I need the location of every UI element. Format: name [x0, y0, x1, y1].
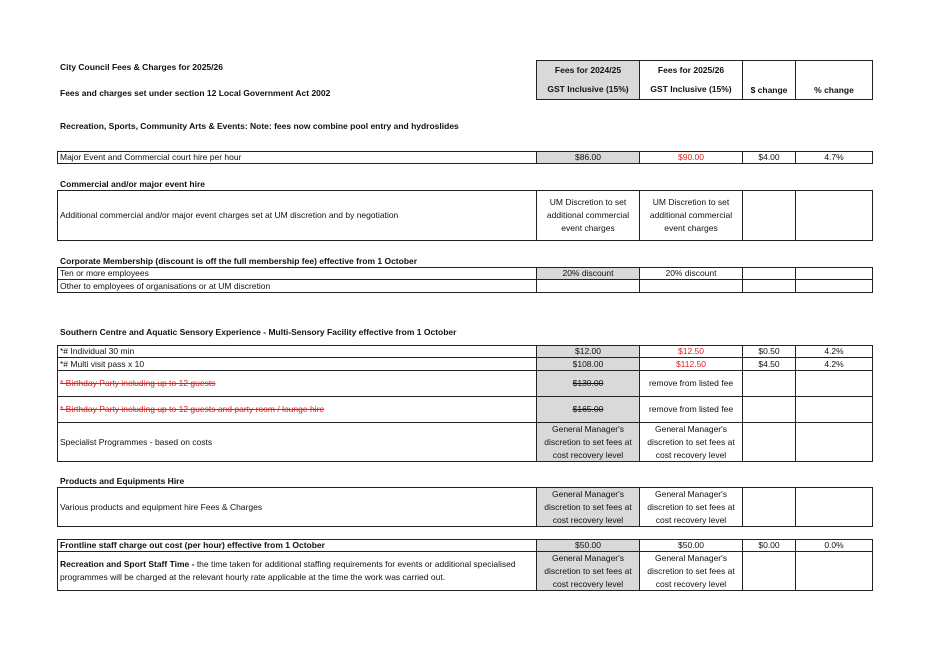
- staff-time-dollar: [742, 551, 796, 591]
- commercial-fee-2526: UM Discretion to set additional commercial event charges: [639, 190, 743, 241]
- page-title: City Council Fees & Charges for 2025/26: [60, 62, 223, 72]
- corporate-row1-fee-2425: 20% discount: [536, 267, 640, 280]
- commercial-fee-2425: UM Discretion to set additional commercial event charges: [536, 190, 640, 241]
- col-header-fees-2425: [536, 60, 640, 100]
- staff-time-fee-2526: General Manager's discretion to set fees at cost recovery level: [639, 551, 743, 591]
- southern-row2-label: *# Multi visit pass x 10: [57, 357, 537, 371]
- col-header-fees-2425-line1: Fees for 2024/25: [554, 65, 622, 75]
- southern-row2-dollar: $4.50: [742, 357, 796, 371]
- major-event-label: Major Event and Commercial court hire per hour: [57, 151, 537, 164]
- staff-time-fee-2425: General Manager's discretion to set fees at cost recovery level: [536, 551, 640, 591]
- page-subtitle: Fees and charges set under section 12 Local Government Act 2002: [60, 88, 331, 98]
- southern-row5-label: Specialist Programmes - based on costs: [57, 422, 537, 462]
- frontline-dollar-change: $0.00: [742, 539, 796, 552]
- corporate-row2-label: Other to employees of organisations or at UM discretion: [57, 279, 537, 293]
- southern-row4-fee-2526: remove from listed fee: [639, 396, 743, 423]
- southern-row5-fee-2526: General Manager's discretion to set fees at cost recovery level: [639, 422, 743, 462]
- frontline-fee-2526: $50.00: [639, 539, 743, 552]
- section-heading-recreation: Recreation, Sports, Community Arts & Events: Note: fees now combine pool entry and hydroslides: [60, 121, 459, 131]
- major-event-fee-2425: $86.00: [536, 151, 640, 164]
- frontline-fee-2425: $50.00: [536, 539, 640, 552]
- major-event-fee-2526: $90.00: [639, 151, 743, 164]
- southern-row1-pct: 4.2%: [795, 345, 873, 358]
- commercial-pct-change: [795, 190, 873, 241]
- col-header-fees-2526: [639, 60, 743, 100]
- southern-row4-label: * Birthday Party including up to 12 guests and party room / lounge hire: [57, 396, 537, 423]
- southern-row1-dollar: $0.50: [742, 345, 796, 358]
- staff-time-label: [57, 551, 537, 591]
- corporate-row2-pct: [795, 279, 873, 293]
- southern-row2-pct: 4.2%: [795, 357, 873, 371]
- southern-row4-fee-2425: $165.00: [536, 396, 640, 423]
- commercial-dollar-change: [742, 190, 796, 241]
- staff-time-label-rest: the time taken for additional staffing requirements for events or additional specialised programmes will be charged at the relevant hourly rate applicable at the time the work was carried out.: [60, 559, 516, 582]
- southern-row5-fee-2425: General Manager's discretion to set fees at cost recovery level: [536, 422, 640, 462]
- southern-row1-label: *# Individual 30 min: [57, 345, 537, 358]
- major-event-pct-change: 4.7%: [795, 151, 873, 164]
- col-header-fees-2526-line1: Fees for 2025/26: [657, 65, 725, 75]
- southern-row3-pct: [795, 370, 873, 397]
- corporate-row2-fee-2425: [536, 279, 640, 293]
- southern-row3-label: * Birthday Party including up to 12 guests: [57, 370, 537, 397]
- staff-time-pct: [795, 551, 873, 591]
- col-header-fees-2526-line2: GST Inclusive (15%): [650, 84, 732, 94]
- southern-row1-fee-2526: $12.50: [639, 345, 743, 358]
- section-heading-products: Products and Equipments Hire: [60, 476, 185, 486]
- section-heading-southern: Southern Centre and Aquatic Sensory Experience - Multi-Sensory Facility effective from 1 October: [60, 327, 457, 337]
- corporate-row2-fee-2526: [639, 279, 743, 293]
- products-pct: [795, 487, 873, 527]
- southern-row3-dollar: [742, 370, 796, 397]
- major-event-dollar-change: $4.00: [742, 151, 796, 164]
- southern-row2-fee-2425: $108.00: [536, 357, 640, 371]
- col-header-dollar-change: $ change: [742, 60, 796, 100]
- southern-row4-pct: [795, 396, 873, 423]
- staff-time-label-bold: Recreation and Sport Staff Time -: [60, 559, 197, 569]
- section-heading-commercial: Commercial and/or major event hire: [60, 179, 206, 189]
- products-fee-2526: General Manager's discretion to set fees at cost recovery level: [639, 487, 743, 527]
- col-header-pct-change: % change: [795, 60, 873, 100]
- southern-row5-dollar: [742, 422, 796, 462]
- corporate-row1-label: Ten or more employees: [57, 267, 537, 280]
- frontline-label: Frontline staff charge out cost (per hour) effective from 1 October: [57, 539, 537, 552]
- col-header-fees-2425-line2: GST Inclusive (15%): [547, 84, 629, 94]
- corporate-row2-dollar: [742, 279, 796, 293]
- frontline-pct-change: 0.0%: [795, 539, 873, 552]
- southern-row1-fee-2425: $12.00: [536, 345, 640, 358]
- southern-row5-pct: [795, 422, 873, 462]
- products-label: Various products and equipment hire Fees & Charges: [57, 487, 537, 527]
- products-dollar: [742, 487, 796, 527]
- commercial-label: Additional commercial and/or major event charges set at UM discretion and by negotiation: [57, 190, 537, 241]
- southern-row3-fee-2425: $130.00: [536, 370, 640, 397]
- corporate-row1-fee-2526: 20% discount: [639, 267, 743, 280]
- southern-row3-fee-2526: remove from listed fee: [639, 370, 743, 397]
- southern-row4-dollar: [742, 396, 796, 423]
- southern-row2-fee-2526: $112.50: [639, 357, 743, 371]
- products-fee-2425: General Manager's discretion to set fees at cost recovery level: [536, 487, 640, 527]
- section-heading-corporate: Corporate Membership (discount is off the full membership fee) effective from 1 October: [60, 256, 418, 266]
